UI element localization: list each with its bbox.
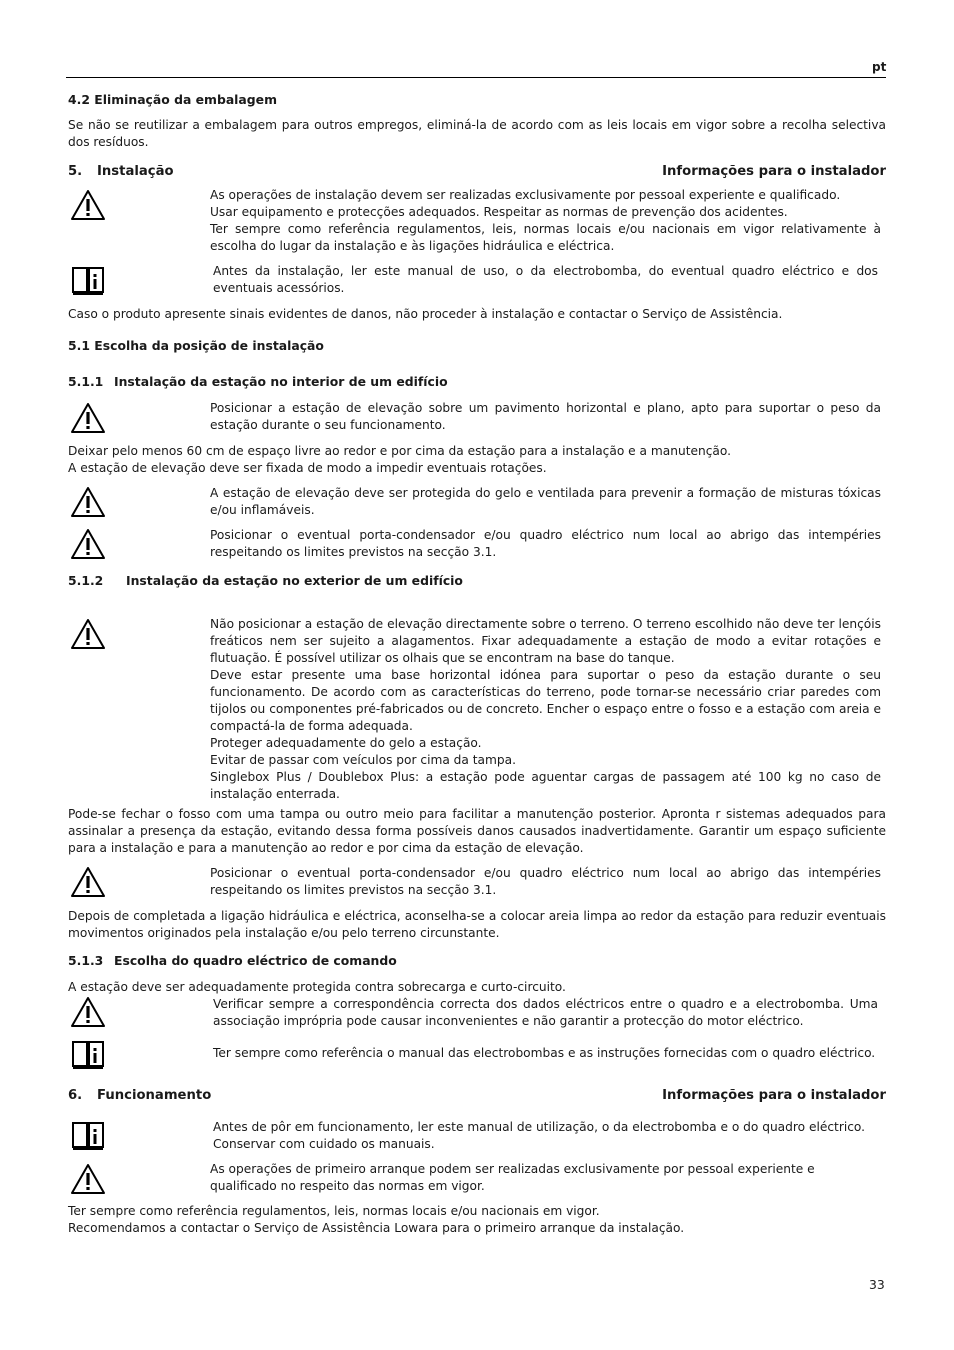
section-5-1-3-warning-1: Verificar sempre a correspondência correcta dos dados eléctricos entre o quadro e a electrobomba. Uma associação imprópria pode causar inconvenientes e não garantir a protecção do motor eléctrico.: [213, 997, 878, 1028]
header-rule: [66, 77, 886, 78]
section-5-1-2-warning-2: Posicionar o eventual porta-condensador e/ou quadro eléctrico num local ao abrigo das intempéries respeitando os limites previstos na secção 3.1.: [210, 866, 881, 897]
section-6-text: [68, 1203, 886, 1237]
section-5-1-2-text-1: Pode-se fechar o fosso com uma tampa ou outro meio para facilitar a manutenção posterior. Apronta r sistemas adequados para assinalar a presença da estação, evitando dessa forma possíveis danos causados inadvertidamente. Garantir um espaço suficiente para a instalação e para a manutenção ao redor e por cima da estação de elevação.: [68, 807, 886, 855]
warning-triangle-icon: [70, 1163, 106, 1197]
section-4-2-text: Se não se reutilizar a embalagem para outros empregos, eliminá-la de acordo com as leis locais em vigor sobre a recolha selectiva dos resíduos.: [68, 118, 886, 149]
section-5-1-2-number: 5.1.2: [68, 573, 104, 588]
section-5-1-3-heading: [68, 952, 397, 969]
section-5-warning-1: [210, 187, 881, 255]
warning-triangle-icon: [70, 618, 106, 652]
language-code: pt: [872, 60, 887, 74]
warning-line: Singlebox Plus / Doublebox Plus: a estação pode aguentar cargas de passagem até 100 kg no caso de instalação enterrada.: [210, 770, 881, 801]
warning-triangle-icon: [70, 402, 106, 436]
page-number: 33: [869, 1277, 885, 1292]
warning-triangle-icon: [70, 528, 106, 562]
section-6-heading: [68, 1087, 886, 1104]
warning-line: Usar equipamento e protecções adequados. Respeitar as normas de prevenção dos acidentes.: [210, 205, 788, 219]
section-5-1-3-info-1: Ter sempre como referência o manual das electrobombas e as instruções fornecidas com o quadro eléctrico.: [213, 1046, 876, 1060]
warning-line: Não posicionar a estação de elevação directamente sobre o terreno. O terreno escolhido não deve ter lençóis freáticos nem ser sujeito a alagamentos. Fixar adequadamente a estação de modo a evitar rotações e flutuação. É possível utilizar os olhais que se encontram na base do tanque.: [210, 617, 881, 665]
paragraph-line: Recomendamos a contactar o Serviço de Assistência Lowara para o primeiro arranque da instalação.: [68, 1221, 685, 1235]
section-5-audience: Informações para o instalador: [662, 164, 886, 179]
warning-line: As operações de instalação devem ser realizadas exclusivamente por pessoal experiente e qualificado.: [210, 188, 841, 202]
section-6-title: Funcionamento: [97, 1088, 212, 1103]
section-5-1-1-warning-2: A estação de elevação deve ser protegida do gelo e ventilada para prevenir a formação de misturas tóxicas e/ou inflamáveis.: [210, 486, 881, 517]
manual-info-icon: [70, 1038, 106, 1072]
section-6-audience: Informações para o instalador: [662, 1088, 886, 1103]
section-5-1-3-number: 5.1.3: [68, 953, 104, 968]
warning-triangle-icon: [70, 486, 106, 520]
warning-line: Proteger adequadamente do gelo a estação.: [210, 736, 482, 750]
warning-line: Ter sempre como referência regulamentos, leis, normas locais e/ou nacionais em vigor relativamente à escolha do lugar da instalação e às ligações hidráulica e eléctrica.: [210, 222, 881, 253]
section-4-2-title: 4.2 Eliminação da embalagem: [68, 92, 277, 107]
section-5-heading: [68, 163, 886, 180]
section-5-1-2-title: Instalação da estação no exterior de um edifício: [126, 573, 463, 588]
warning-line: Deve estar presente uma base horizontal idónea para suportar o peso da estação durante o seu funcionamento. De acordo com as características do terreno, pode tornar-se necessário criar paredes com tijolos ou componentes pré-fabricados ou de concreto. Encher o espaço entre o fosso e a estação com areia e compactá-la de forma adequada.: [210, 668, 881, 733]
section-5-info-1: Antes da instalação, ler este manual de uso, o da electrobomba, do eventual quadro eléctrico e dos eventuais acessórios.: [213, 264, 878, 295]
section-5-1-3-title: Escolha do quadro eléctrico de comando: [114, 953, 397, 968]
warning-triangle-icon: [70, 996, 106, 1030]
section-5-1-title: 5.1 Escolha da posição de instalação: [68, 338, 324, 353]
manual-info-icon: [70, 264, 106, 298]
section-6-info-1: Antes de pôr em funcionamento, ler este manual de utilização, o da electrobomba e o do quadro eléctrico. Conservar com cuidado os manuais.: [213, 1120, 866, 1151]
warning-line: Evitar de passar com veículos por cima da tampa.: [210, 753, 516, 767]
manual-info-icon: [70, 1119, 106, 1153]
section-5-1-2-warning-1: [210, 616, 881, 803]
section-5-1-3-text: A estação deve ser adequadamente protegida contra sobrecarga e curto-circuito.: [68, 980, 566, 994]
section-5-1-1-heading: [68, 373, 448, 390]
section-5-1-1-warning-3: Posicionar o eventual porta-condensador e/ou quadro eléctrico num local ao abrigo das intempéries respeitando os limites previstos na secção 3.1.: [210, 528, 881, 559]
section-5-text: Caso o produto apresente sinais evidentes de danos, não proceder à instalação e contactar o Serviço de Assistência.: [68, 307, 783, 321]
paragraph-line: Ter sempre como referência regulamentos, leis, normas locais e/ou nacionais em vigor.: [68, 1204, 600, 1218]
section-5-1-1-title: Instalação da estação no interior de um edifício: [114, 374, 448, 389]
warning-triangle-icon: [70, 866, 106, 900]
paragraph-line: A estação de elevação deve ser fixada de modo a impedir eventuais rotações.: [68, 461, 547, 475]
section-5-1-1-number: 5.1.1: [68, 374, 104, 389]
section-5-1-1-warning-1: Posicionar a estação de elevação sobre um pavimento horizontal e plano, apto para suportar o peso da estação durante o seu funcionamento.: [210, 401, 881, 432]
section-5-1-2-heading: [68, 572, 463, 589]
section-6-number: 6.: [68, 1088, 83, 1103]
section-6-warning-1: As operações de primeiro arranque podem ser realizadas exclusivamente por pessoal experiente e qualificado no respeito das normas em vigor.: [210, 1162, 815, 1193]
warning-triangle-icon: [70, 189, 106, 223]
paragraph-line: Deixar pelo menos 60 cm de espaço livre ao redor e por cima da estação para a instalação e a manutenção.: [68, 444, 731, 458]
section-5-1-1-text: [68, 443, 886, 477]
section-5-1-2-text-2: Depois de completada a ligação hidráulica e eléctrica, aconselha-se a colocar areia limpa ao redor da estação para reduzir eventuais movimentos originados pela instalação e/ou pelo terreno circunstante.: [68, 909, 886, 940]
section-5-title: Instalação: [97, 164, 174, 179]
section-5-number: 5.: [68, 164, 83, 179]
